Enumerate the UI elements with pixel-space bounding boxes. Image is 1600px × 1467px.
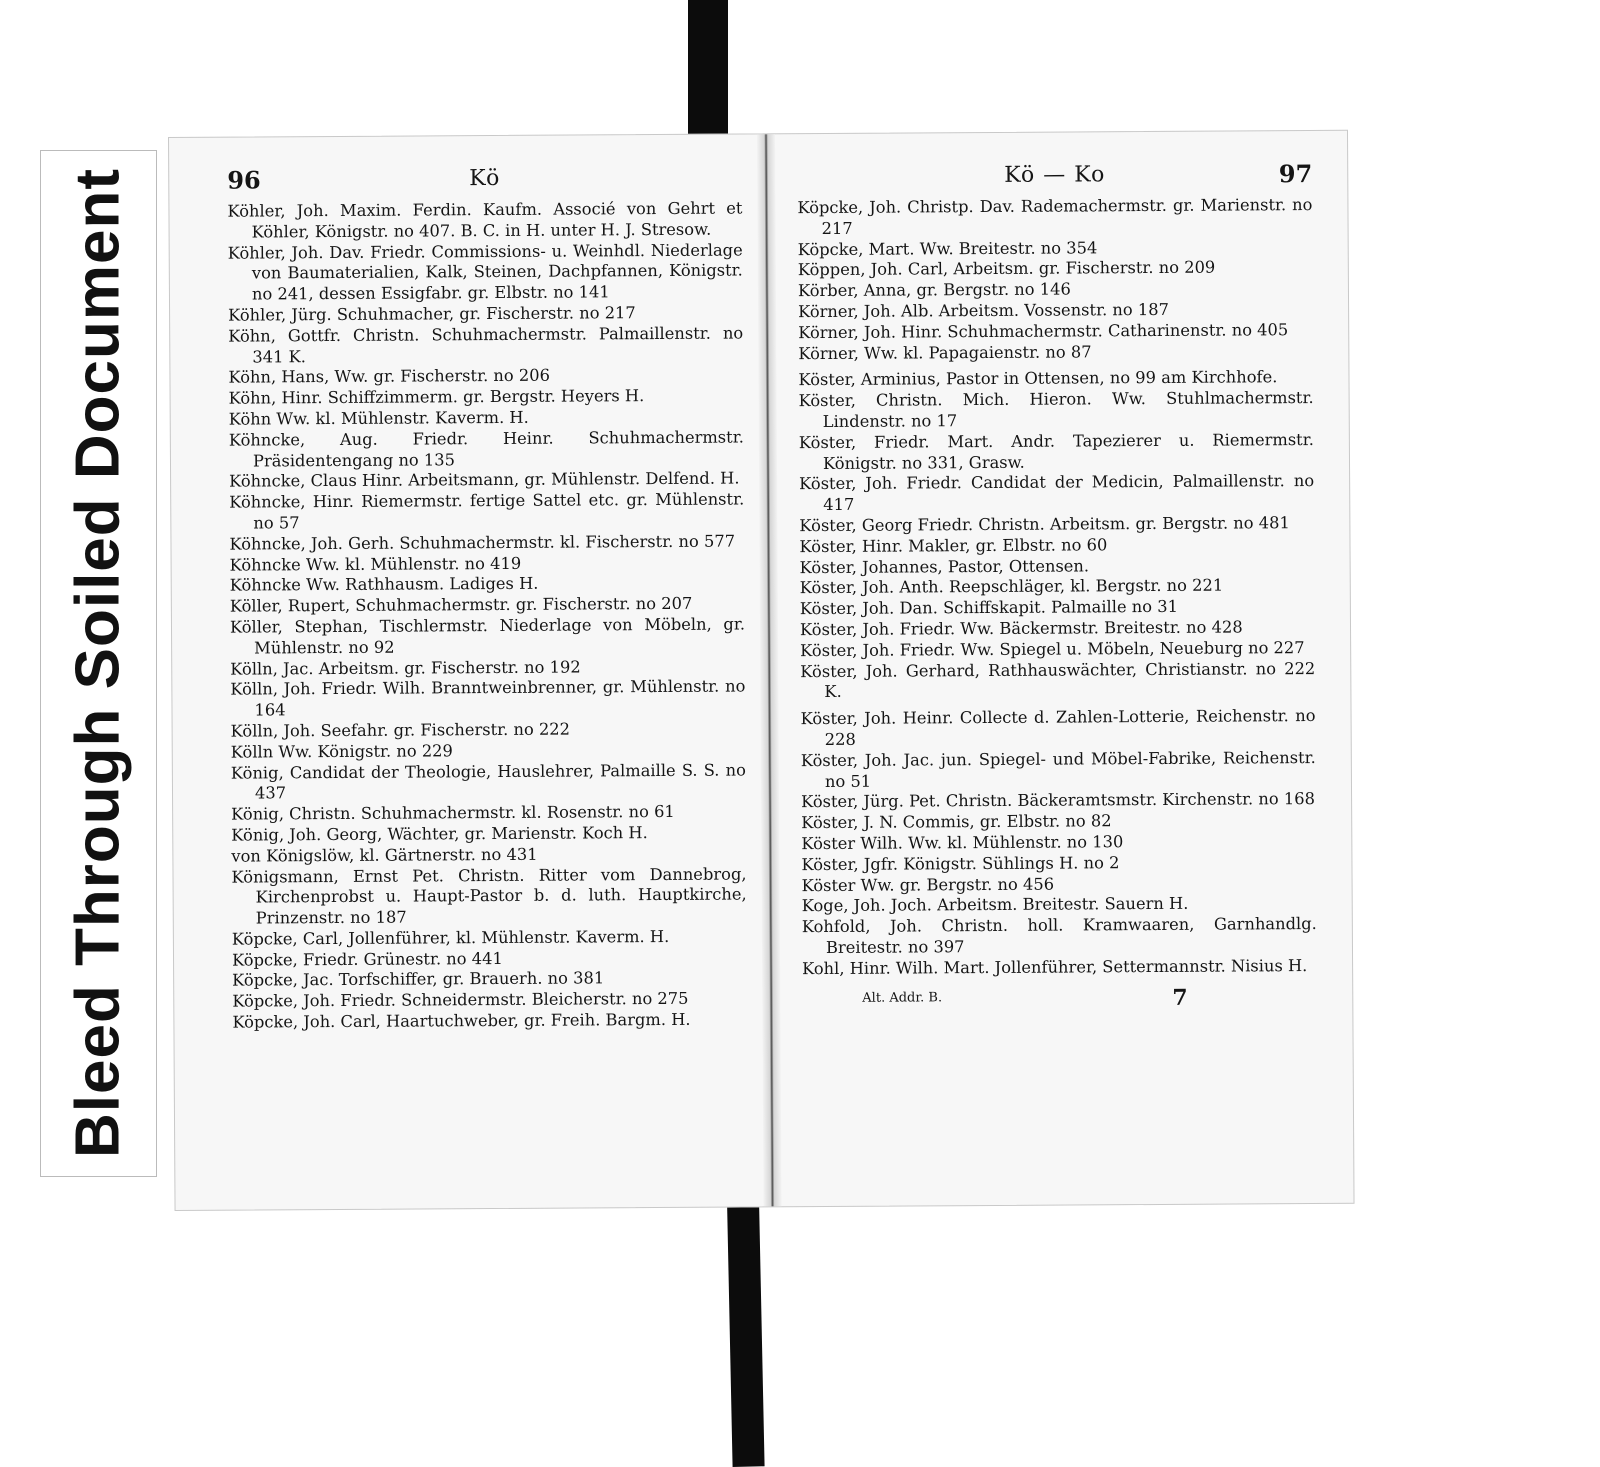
directory-entry: Körner, Ww. kl. Papagaienstr. no 87 bbox=[798, 341, 1092, 363]
directory-entry: Köhncke, Aug. Friedr. Heinr. Schuhmachermstr. Präsidentengang no 135 bbox=[228, 427, 744, 471]
directory-entry: Körner, Joh. Hinr. Schuhmachermstr. Catharinenstr. no 405 bbox=[798, 319, 1289, 342]
directory-entry: Koge, Joh. Joch. Arbeitsm. Breitestr. Sauern H. bbox=[801, 894, 1189, 916]
directory-entry: Köster, Joh. Anth. Reepschläger, kl. Bergstr. no 221 bbox=[799, 575, 1224, 598]
binding-strip-bottom bbox=[727, 1199, 765, 1467]
binding-strip-top bbox=[688, 0, 728, 150]
directory-entry: Köster, Hinr. Makler, gr. Elbstr. no 60 bbox=[799, 535, 1108, 556]
left-page bbox=[227, 162, 747, 1033]
directory-entry: Körber, Anna, gr. Bergstr. no 146 bbox=[797, 279, 1071, 301]
directory-entry: Köster, Georg Friedr. Christn. Arbeitsm. gr. Bergstr. no 481 bbox=[799, 513, 1290, 536]
directory-entry: Köster, Joh. Heinr. Collecte d. Zahlen-Lotterie, Reichenstr. no 228 bbox=[800, 706, 1316, 749]
directory-entry: Köster, Jgfr. Königstr. Sühlings H. no 2 bbox=[801, 852, 1120, 874]
directory-entry: Körner, Joh. Alb. Arbeitsm. Vossenstr. no 187 bbox=[798, 299, 1169, 322]
directory-entry: Köhn, Gottfr. Christn. Schuhmachermstr. Palmaillenstr. no 341 K. bbox=[228, 323, 744, 367]
left-page-header bbox=[227, 162, 742, 201]
directory-entry: Köhler, Joh. Maxim. Ferdin. Kaufm. Associé von Gehrt et Köhler, Königstr. no 407. B. C. in H. unter H. J. Stresow. bbox=[227, 198, 743, 242]
directory-entry: Köhncke, Claus Hinr. Arbeitsmann, gr. Mühlenstr. Delfend. H. bbox=[229, 468, 740, 491]
directory-entry: Köller, Rupert, Schuhmachermstr. gr. Fischerstr. no 207 bbox=[229, 593, 693, 616]
directory-entry: Kohl, Hinr. Wilh. Mart. Jollenführer, Settermannstr. Nisius H. bbox=[802, 955, 1308, 978]
right-page-header bbox=[797, 159, 1312, 198]
directory-entry: Köpcke, Mart. Ww. Breitestr. no 354 bbox=[797, 237, 1098, 259]
directory-entry: Köpcke, Joh. Christp. Dav. Rademachermstr. gr. Marienstr. no 217 bbox=[797, 195, 1313, 238]
directory-entry: Köpcke, Friedr. Grünestr. no 441 bbox=[231, 948, 503, 970]
directory-entry: Köpcke, Jac. Torfschiffer, gr. Brauerh. no 381 bbox=[232, 968, 605, 991]
directory-entry: Köpcke, Carl, Jollenführer, kl. Mühlenstr. Kaverm. H. bbox=[231, 926, 670, 949]
directory-entry: Köster, Jürg. Pet. Christn. Bäckeramtsmstr. Kirchenstr. no 168 bbox=[801, 789, 1315, 812]
directory-entry: Kölln, Joh. Friedr. Wilh. Branntweinbrenner, gr. Mühlenstr. no 164 bbox=[230, 676, 746, 720]
directory-entry: Köster, Joh. Friedr. Ww. Bäckermstr. Breitestr. no 428 bbox=[799, 617, 1243, 640]
directory-entry: Köster, Arminius, Pastor in Ottensen, no 99 am Kirchhofe. bbox=[798, 367, 1278, 390]
directory-entry: Köhncke, Joh. Gerh. Schuhmachermstr. kl. Fischerstr. no 577 bbox=[229, 531, 736, 554]
directory-entry: Köpcke, Joh. Carl, Haartuchweber, gr. Freih. Bargm. H. bbox=[232, 1009, 691, 1032]
right-running-head: Kö — Ko bbox=[1004, 162, 1106, 188]
directory-entry: Köster, Johannes, Pastor, Ottensen. bbox=[799, 555, 1090, 577]
directory-entry: Köhler, Joh. Dav. Friedr. Commissions- u. Weinhdl. Niederlage von Baumaterialien, Kalk, Steinen, Dachpfannen, Königstr. no 241, dessen Essigfabr. gr. Elbstr. no 141 bbox=[227, 240, 743, 304]
left-running-head: Kö bbox=[469, 165, 501, 192]
directory-entry: Köhn, Hans, Ww. gr. Fischerstr. no 206 bbox=[228, 366, 550, 388]
side-label-text: Bleed Through Soiled Document bbox=[63, 167, 133, 1159]
directory-entry: Köhncke, Hinr. Riemermstr. fertige Sattel etc. gr. Mühlenstr. no 57 bbox=[229, 489, 745, 533]
directory-entry: Köster, J. N. Commis, gr. Elbstr. no 82 bbox=[801, 811, 1112, 833]
book-spread bbox=[168, 130, 1355, 1211]
side-label-card bbox=[40, 150, 157, 1177]
directory-entry: Köster, Joh. Friedr. Candidat der Medicin, Palmaillenstr. no 417 bbox=[799, 471, 1315, 515]
directory-entry: Köhncke Ww. Rathhausm. Ladiges H. bbox=[229, 574, 539, 595]
signature-mark: Alt. Addr. B. bbox=[862, 990, 943, 1007]
directory-entry: König, Candidat der Theologie, Hauslehrer, Palmaille S. S. no 437 bbox=[230, 759, 746, 803]
directory-entry: Köhler, Jürg. Schuhmacher, gr. Fischerstr. no 217 bbox=[228, 303, 636, 325]
directory-entry: Köster, Joh. Dan. Schiffskapit. Palmaille no 31 bbox=[799, 596, 1178, 619]
left-entry-list bbox=[227, 198, 747, 1033]
directory-entry: Köppen, Joh. Carl, Arbeitsm. gr. Fischerstr. no 209 bbox=[797, 257, 1216, 280]
directory-entry: Köster, Joh. Gerhard, Rathhauswächter, Christianstr. no 222 K. bbox=[800, 658, 1316, 702]
right-page bbox=[797, 159, 1317, 1018]
directory-entry: von Königslöw, kl. Gärtnerstr. no 431 bbox=[231, 844, 538, 866]
directory-entry: Kölln, Jac. Arbeitsm. gr. Fischerstr. no 192 bbox=[230, 657, 581, 679]
gutter bbox=[757, 134, 782, 1206]
directory-entry: Kohfold, Joh. Christn. holl. Kramwaaren, Garnhandlg. Breitestr. no 397 bbox=[801, 914, 1317, 957]
directory-entry: Köhncke Ww. kl. Mühlenstr. no 419 bbox=[229, 553, 522, 575]
directory-entry: Köster Wilh. Ww. kl. Mühlenstr. no 130 bbox=[801, 832, 1124, 854]
directory-entry: Köster, Joh. Friedr. Ww. Spiegel u. Möbeln, Neueburg no 227 bbox=[800, 637, 1305, 660]
left-page-number: 96 bbox=[227, 165, 261, 195]
directory-entry: Köhn Ww. kl. Mühlenstr. Kaverm. H. bbox=[228, 407, 529, 429]
directory-entry: Köster Ww. gr. Bergstr. no 456 bbox=[801, 874, 1055, 895]
sheet-number: 7 bbox=[1172, 985, 1188, 1012]
directory-entry: Kölln, Joh. Seefahr. gr. Fischerstr. no 222 bbox=[230, 719, 571, 741]
directory-entry: Köpcke, Joh. Friedr. Schneidermstr. Bleicherstr. no 275 bbox=[232, 989, 689, 1011]
directory-entry: Kölln Ww. Königstr. no 229 bbox=[230, 740, 453, 762]
right-entry-list bbox=[797, 195, 1317, 980]
directory-entry: Köller, Stephan, Tischlermstr. Niederlage von Möbeln, gr. Mühlenstr. no 92 bbox=[229, 614, 746, 658]
directory-entry: Köster, Christn. Mich. Hieron. Ww. Stuhlmachermstr. Lindenstr. no 17 bbox=[798, 388, 1314, 431]
directory-entry: Köster, Joh. Jac. jun. Spiegel- und Möbel-Fabrike, Reichenstr. no 51 bbox=[800, 747, 1316, 791]
directory-entry: König, Christn. Schuhmachermstr. kl. Rosenstr. no 61 bbox=[231, 802, 675, 824]
directory-entry: Königsmann, Ernst Pet. Christn. Ritter vom Dannebrog, Kirchenprobst u. Haupt-Pastor b. d. luth. Hauptkirche, Prinzenstr. no 187 bbox=[231, 863, 747, 928]
directory-entry: Köster, Friedr. Mart. Andr. Tapezierer u. Riemermstr. Königstr. no 331, Grasw. bbox=[798, 429, 1314, 473]
right-page-number: 97 bbox=[1278, 159, 1313, 189]
directory-entry: König, Joh. Georg, Wächter, gr. Marienstr. Koch H. bbox=[231, 822, 648, 845]
signature-line bbox=[802, 986, 1317, 1017]
directory-entry: Köhn, Hinr. Schiffzimmerm. gr. Bergstr. Heyers H. bbox=[228, 386, 645, 408]
